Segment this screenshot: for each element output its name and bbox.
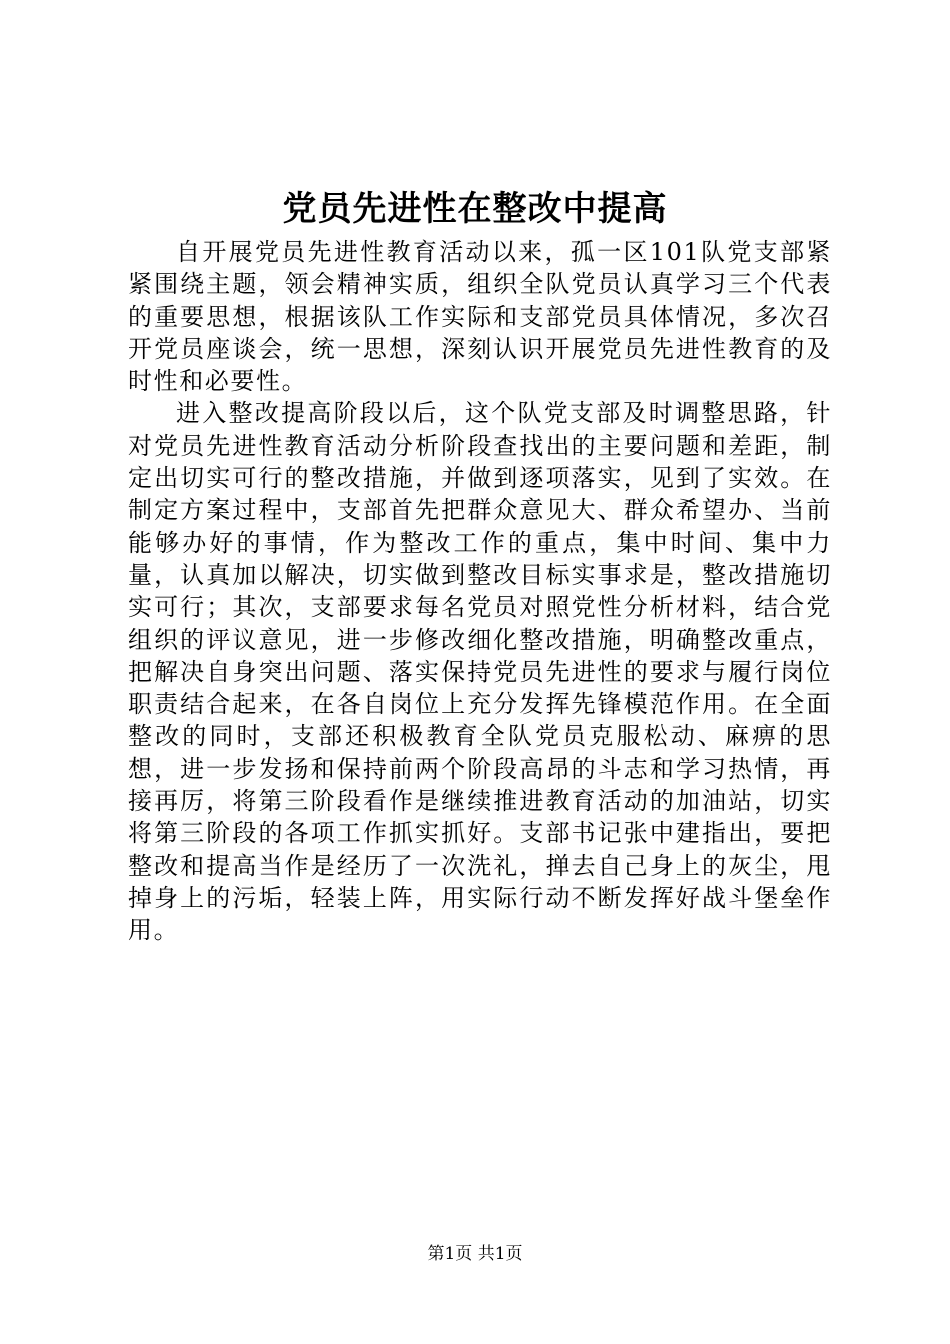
page-number-footer: 第1页 共1页: [427, 1244, 523, 1264]
paragraph-intro: 自开展党员先进性教育活动以来，孤一区101队党支部紧紧围绕主题，领会精神实质，组织全队党员认真学习三个代表的重要思想，根据该队工作实际和支部党员具体情况，多次召开党员座谈会，统一思想，深刻认识开展党员先进性教育的及时性和必要性。: [128, 238, 832, 396]
document-title: 党员先进性在整改中提高: [282, 189, 668, 229]
paragraph-rectification: 进入整改提高阶段以后，这个队党支部及时调整思路，针对党员先进性教育活动分析阶段查找出的主要问题和差距，制定出切实可行的整改措施，并做到逐项落实，见到了实效。在制定方案过程中，支部首先把群众意见大、群众希望办、当前能够办好的事情，作为整改工作的重点，集中时间、集中力量，认真加以解决，切实做到整改目标实事求是，整改措施切实可行；其次，支部要求每名党员对照党性分析材料，结合党组织的评议意见，进一步修改细化整改措施，明确整改重点，把解决自身突出问题、落实保持党员先进性的要求与履行岗位职责结合起来，在各自岗位上充分发挥先锋模范作用。在全面整改的同时，支部还积极教育全队党员克服松动、麻痹的思想，进一步发扬和保持前两个阶段高昂的斗志和学习热情，再接再厉，将第三阶段看作是继续推进教育活动的加油站，切实将第三阶段的各项工作抓实抓好。支部书记张中建指出，要把整改和提高当作是经历了一次洗礼，掸去自己身上的灰尘，甩掉身上的污垢，轻装上阵，用实际行动不断发挥好战斗堡垒作用。: [128, 399, 832, 945]
document-body: [128, 236, 832, 947]
